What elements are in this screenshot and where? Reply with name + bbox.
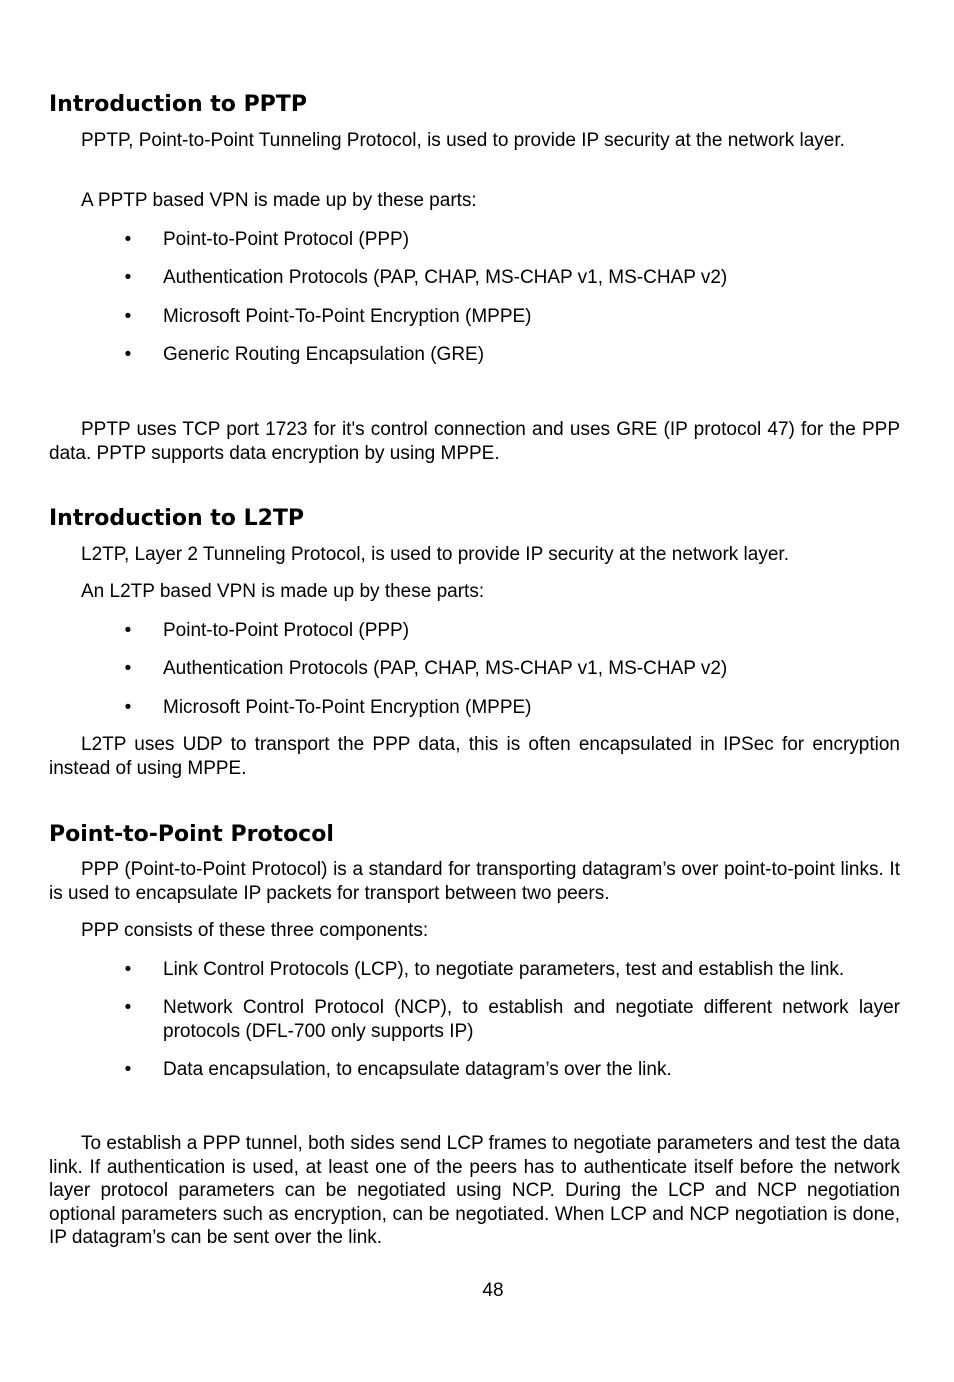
pptp-port-paragraph: PPTP uses TCP port 1723 for it's control connection and uses GRE (IP protocol 47) for the PPP data. PPTP supports data encryption by using MPPE. [49,419,900,464]
bullet-icon: • [124,1059,132,1080]
l2tp-intro-paragraph: L2TP, Layer 2 Tunneling Protocol, is used to provide IP security at the network layer. [81,544,789,565]
bullet-icon: • [124,620,132,641]
bullet-icon: • [124,959,132,980]
list-item-text: Microsoft Point-To-Point Encryption (MPPE) [163,306,532,327]
list-item-text: Network Control Protocol (NCP), to establish and negotiate different network layer protocols (DFL-700 only supports IP) [163,997,900,1042]
list-item-text: Point-to-Point Protocol (PPP) [163,229,410,250]
l2tp-parts-intro: An L2TP based VPN is made up by these parts: [81,581,485,602]
pptp-intro-paragraph: PPTP, Point-to-Point Tunneling Protocol, is used to provide IP security at the network layer. [81,130,845,151]
list-item-text: Generic Routing Encapsulation (GRE) [163,344,485,365]
bullet-icon: • [124,997,132,1018]
bullet-icon: • [124,306,132,327]
section-heading-l2tp: Introduction to L2TP [49,506,305,531]
ppp-intro-paragraph: PPP (Point-to-Point Protocol) is a standard for transporting datagram’s over point-to-point links. It is used to encapsulate IP packets for transport between two peers. [49,859,900,904]
bullet-icon: • [124,229,132,250]
bullet-icon: • [124,697,132,718]
pptp-parts-intro: A PPTP based VPN is made up by these parts: [81,190,477,211]
l2tp-udp-paragraph: L2TP uses UDP to transport the PPP data, this is often encapsulated in IPSec for encryption instead of using MPPE. [49,734,900,779]
section-heading-ppp: Point-to-Point Protocol [49,822,334,847]
list-item-text: Point-to-Point Protocol (PPP) [163,620,410,641]
list-item-text: Authentication Protocols (PAP, CHAP, MS-CHAP v1, MS-CHAP v2) [163,267,728,288]
bullet-icon: • [124,344,132,365]
list-item-text: Link Control Protocols (LCP), to negotiate parameters, test and establish the link. [163,959,845,980]
ppp-components-intro: PPP consists of these three components: [81,920,429,941]
list-item-text: Authentication Protocols (PAP, CHAP, MS-CHAP v1, MS-CHAP v2) [163,658,728,679]
list-item-text: Data encapsulation, to encapsulate datagram’s over the link. [163,1059,672,1080]
page-number: 48 [482,1280,504,1301]
bullet-icon: • [124,658,132,679]
ppp-tunnel-paragraph: To establish a PPP tunnel, both sides send LCP frames to negotiate parameters and test the data link. If authentication is used, at least one of the peers has to authenticate itself before the network layer protocol parameters can be negotiated using NCP. During the LCP and NCP negotiation optional parameters such as encryption, can be negotiated. When LCP and NCP negotiation is done, IP datagram’s can be sent over the link. [49,1133,900,1248]
bullet-icon: • [124,267,132,288]
list-item-text: Microsoft Point-To-Point Encryption (MPPE) [163,697,532,718]
section-heading-pptp: Introduction to PPTP [49,92,307,117]
